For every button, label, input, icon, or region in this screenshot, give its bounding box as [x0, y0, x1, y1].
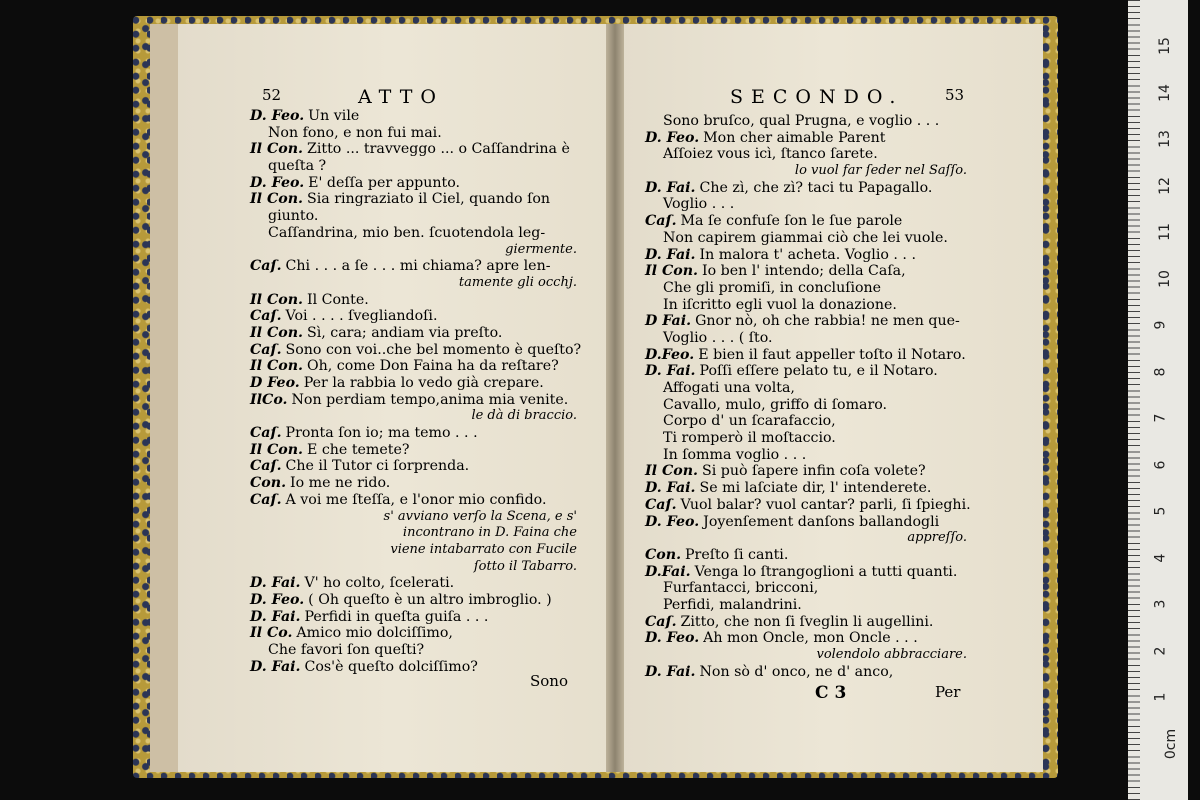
speaker-label: Il Con.: [250, 324, 303, 341]
text-line: [250, 559, 595, 576]
line-text: In iſcritto egli vuol la donazione.: [663, 296, 897, 313]
ruler-tick-label: 15: [1156, 37, 1173, 55]
line-text: tamente gli occhj.: [458, 274, 577, 290]
ruler-tick-label: 3: [1152, 599, 1169, 609]
text-line: [250, 191, 595, 208]
text-line: [645, 630, 985, 647]
text-line: [645, 263, 985, 280]
text-line: [645, 230, 985, 247]
speaker-label: Caſ.: [250, 341, 282, 358]
right-page-number: 53: [945, 86, 965, 104]
speaker-label: Il Con.: [250, 141, 303, 158]
text-line: [250, 392, 595, 409]
line-text: Cos'è queſto dolciſſimo?: [304, 658, 478, 675]
ruler-tick-label: 6: [1152, 460, 1169, 469]
text-line: [645, 664, 985, 681]
line-text: In ſomma voglio . . .: [663, 446, 807, 463]
speaker-label: D. Fai.: [250, 608, 301, 625]
line-text: Aſſoiez vous icì, ſtanco ſarete.: [663, 146, 878, 163]
line-text: Sì, cara; andiam via preſto.: [306, 324, 503, 341]
speaker-label: Il Con.: [645, 263, 698, 280]
line-text: Affogati una volta,: [663, 380, 795, 396]
speaker-label: D. Fai.: [645, 363, 696, 380]
text-line: [645, 463, 985, 480]
text-line: [645, 397, 985, 414]
text-line: [645, 497, 985, 514]
speaker-label: Caſ.: [250, 491, 282, 508]
text-line: [645, 614, 985, 631]
line-text: Cavallo, mulo, griffo di ſomaro.: [663, 396, 888, 413]
line-text: Perfidi, malandrini.: [663, 596, 802, 613]
text-line: [645, 163, 985, 180]
line-text: Zitto, che non ſi ſveglin li augellini.: [680, 613, 934, 630]
book-gutter: [606, 24, 624, 772]
text-line: [250, 442, 595, 459]
line-text: lo vuol far ſeder nel Saſſo.: [794, 163, 967, 179]
speaker-label: Caſ.: [250, 458, 282, 475]
text-line: [250, 175, 595, 192]
line-text: E che temete?: [306, 441, 410, 458]
line-text: Voi . . . . ſvegliandoſi.: [285, 308, 438, 325]
line-text: Ti romperò il moſtaccio.: [663, 430, 836, 447]
text-line: [645, 597, 985, 614]
line-text: In malora t' acheta. Voglio . . .: [699, 246, 916, 263]
text-line: [645, 180, 985, 197]
text-line: [250, 509, 595, 526]
ruler-tick-label: 9: [1152, 320, 1169, 330]
line-text: viene intabarrato con Fucile: [390, 541, 577, 557]
measuring-ruler: [1128, 0, 1188, 800]
speaker-label: Caſ.: [250, 425, 282, 442]
line-text: Voglio . . .: [663, 196, 735, 213]
text-line: [645, 447, 985, 464]
text-line: [250, 542, 595, 559]
text-line: [250, 308, 595, 325]
line-text: Joyenſement danſons ballandogli: [703, 513, 940, 530]
line-text: Amico mio dolciſſimo,: [296, 625, 453, 642]
text-line: [645, 380, 985, 397]
text-line: [645, 146, 985, 163]
line-text: Zitto ... travveggo ... o Caſſandrina è: [306, 141, 570, 158]
speaker-label: Con.: [645, 546, 682, 563]
speaker-label: D. Feo.: [250, 174, 305, 191]
speaker-label: Il Con.: [250, 191, 303, 208]
speaker-label: Il Con.: [250, 358, 303, 375]
text-line: [645, 647, 985, 664]
line-text: Che il Tutor ci ſorprenda.: [285, 458, 470, 475]
text-line: [250, 258, 595, 275]
speaker-label: Caſ.: [645, 496, 677, 513]
speaker-label: D. Fai.: [250, 575, 301, 592]
text-line: [250, 242, 595, 259]
text-line: [250, 292, 595, 309]
ruler-tick-label: 7: [1152, 413, 1169, 423]
line-text: Sono bruſco, qual Prugna, e voglio . . .: [663, 113, 940, 129]
line-text: giunto.: [268, 208, 319, 225]
line-text: Per la rabbia lo vedo già crepare.: [303, 375, 544, 391]
line-text: incontrano in D. Faina che: [402, 525, 577, 541]
speaker-label: D.Feo.: [645, 346, 695, 363]
speaker-label: D Fai.: [645, 313, 692, 330]
text-line: [250, 358, 595, 375]
speaker-label: IlCo.: [250, 391, 288, 408]
speaker-label: D. Feo.: [645, 630, 700, 647]
line-text: Si può ſapere infin coſa volete?: [701, 463, 926, 480]
text-line: [250, 375, 595, 392]
text-line: [645, 480, 985, 497]
text-line: [645, 247, 985, 264]
line-text: Che favori ſon queſti?: [268, 642, 425, 658]
speaker-label: D. Fai.: [645, 246, 696, 263]
speaker-label: Caſ.: [250, 308, 282, 325]
line-text: Caſſandrina, mio ben. ſcuotendola leg-: [268, 224, 546, 241]
line-text: Voglio . . . ( ſto.: [663, 329, 773, 346]
line-text: ( Oh queſto è un altro imbroglio. ): [308, 591, 552, 608]
left-page-text: [250, 108, 595, 675]
speaker-label: Il Co.: [250, 625, 293, 642]
line-text: Corpo d' un ſcarafaccio,: [663, 413, 836, 430]
text-line: [645, 196, 985, 213]
line-text: le dà di braccio.: [471, 408, 577, 424]
text-line: [645, 413, 985, 430]
right-catchword: Per: [935, 683, 961, 701]
line-text: Vuol balar? vuol cantar? parli, ſi ſpieghi.: [680, 496, 971, 513]
ruler-tick-label: 14: [1156, 83, 1173, 102]
text-line: [645, 280, 985, 297]
line-text: Il Conte.: [306, 291, 369, 308]
line-text: E bien il faut appeller toſto il Notaro.: [698, 346, 966, 363]
ruler-tick-label: 10: [1156, 269, 1173, 288]
speaker-label: D. Fai.: [645, 480, 696, 497]
line-text: A voi me ſteſſa, e l'onor mio confido.: [285, 491, 547, 508]
ruler-tick-label: 12: [1156, 176, 1173, 195]
text-line: [250, 275, 595, 292]
text-line: [645, 564, 985, 581]
speaker-label: D. Feo.: [645, 513, 700, 530]
line-text: Che gli promiſi, in concluſione: [663, 279, 882, 296]
line-text: Che zì, che zì? taci tu Papagallo.: [699, 179, 933, 196]
text-line: [645, 130, 985, 147]
line-text: Un vile: [308, 108, 360, 124]
line-text: Poſſi eſſere pelato tu, e il Notaro.: [699, 363, 938, 380]
text-line: [645, 363, 985, 380]
ruler-tick-label: 5: [1152, 506, 1169, 516]
text-line: [250, 642, 595, 659]
line-text: V' ho colto, ſcelerati.: [304, 575, 455, 592]
speaker-label: D. Fai.: [645, 663, 696, 680]
line-text: giermente.: [505, 241, 577, 257]
text-line: [250, 575, 595, 592]
speaker-label: Caſ.: [250, 258, 282, 275]
text-line: [250, 125, 595, 142]
left-page-number: 52: [262, 86, 282, 104]
text-line: [250, 208, 595, 225]
ruler-tick-label: 2: [1152, 646, 1169, 655]
text-line: [250, 108, 595, 125]
speaker-label: D. Fai.: [250, 658, 301, 675]
text-line: [250, 592, 595, 609]
text-line: [250, 458, 595, 475]
ruler-tick-label: 13: [1156, 130, 1173, 148]
line-text: Pronta ſon io; ma temo . . .: [285, 425, 478, 442]
text-line: [250, 525, 595, 542]
text-line: [250, 158, 595, 175]
text-line: [250, 141, 595, 158]
left-running-head: ATTO: [358, 86, 444, 108]
line-text: Io me ne rido.: [290, 475, 391, 492]
text-line: [645, 347, 985, 364]
text-line: [645, 213, 985, 230]
text-line: [645, 580, 985, 597]
right-page-text: [645, 113, 985, 680]
ruler-tick-label: 0cm: [1163, 728, 1180, 759]
line-text: queſta ?: [268, 158, 327, 175]
line-text: Gnor nò, oh che rabbia! ne men que-: [695, 313, 960, 330]
speaker-label: Il Con.: [250, 291, 303, 308]
text-line: [250, 475, 595, 492]
text-line: [645, 313, 985, 330]
text-line: [645, 430, 985, 447]
text-line: [250, 492, 595, 509]
text-line: [250, 408, 595, 425]
speaker-label: D. Feo.: [250, 591, 305, 608]
line-text: E' deſſa per appunto.: [308, 174, 461, 191]
line-text: Oh, come Don Faina ha da reſtare?: [306, 358, 559, 375]
line-text: Chi . . . a ſe . . . mi chiama? apre len-: [285, 258, 551, 275]
line-text: Preſto ſi canti.: [685, 546, 789, 563]
text-line: [645, 530, 985, 547]
ruler-tick-label: 4: [1152, 553, 1169, 562]
speaker-label: Il Con.: [645, 463, 698, 480]
text-line: [645, 547, 985, 564]
speaker-label: Caſ.: [645, 213, 677, 230]
text-line: [250, 325, 595, 342]
speaker-label: D. Feo.: [645, 129, 700, 146]
line-text: Perfidi in queſta guiſa . . .: [304, 608, 489, 625]
speaker-label: Il Con.: [250, 441, 303, 458]
line-text: Ah mon Oncle, mon Oncle . . .: [703, 630, 918, 647]
line-text: Io ben l' intendo; della Caſa,: [701, 263, 906, 280]
line-text: s' avviano verſo la Scena, e s': [383, 508, 577, 524]
text-line: [250, 342, 595, 359]
speaker-label: D. Fai.: [645, 179, 696, 196]
ruler-tick-label: 8: [1152, 367, 1169, 376]
speaker-label: D.Fai.: [645, 563, 691, 580]
text-line: [250, 625, 595, 642]
line-text: volendolo abbracciare.: [816, 647, 967, 662]
speaker-label: Con.: [250, 475, 287, 492]
speaker-label: D Feo.: [250, 375, 300, 391]
text-line: [250, 609, 595, 626]
ruler-tick-label: 1: [1152, 692, 1169, 702]
line-text: Sia ringraziato il Ciel, quando ſon: [306, 191, 551, 208]
line-text: Non fono, e non fui mai.: [268, 124, 442, 141]
line-text: Non sò d' onco, ne d' anco,: [699, 663, 894, 680]
line-text: Non capirem giammai ciò che lei vuole.: [663, 229, 948, 246]
line-text: Mon cher aimable Parent: [703, 129, 886, 146]
line-text: ſotto il Tabarro.: [473, 558, 577, 574]
text-line: [645, 113, 985, 130]
text-line: [645, 330, 985, 347]
line-text: Venga lo ſtrangoglioni a tutti quanti.: [694, 563, 958, 580]
speaker-label: Caſ.: [645, 613, 677, 630]
text-line: [250, 425, 595, 442]
signature-mark: C 3: [815, 683, 847, 703]
speaker-label: D. Feo.: [250, 108, 305, 124]
line-text: Furfantacci, bricconi,: [663, 580, 819, 597]
ruler-tick-label: 11: [1156, 223, 1173, 241]
line-text: Non perdiam tempo,anima mia venite.: [291, 391, 569, 408]
line-text: Sono con voi..che bel momento è queſto?: [285, 341, 582, 358]
line-text: appreſſo.: [907, 530, 967, 546]
text-line: [645, 514, 985, 531]
line-text: Se mi laſciate dir, l' intenderete.: [699, 480, 932, 497]
text-line: [645, 297, 985, 314]
left-catchword: Sono: [530, 672, 568, 690]
right-running-head: SECONDO.: [730, 86, 904, 108]
text-line: [250, 225, 595, 242]
line-text: Ma ſe confuſe ſon le ſue parole: [680, 213, 903, 230]
